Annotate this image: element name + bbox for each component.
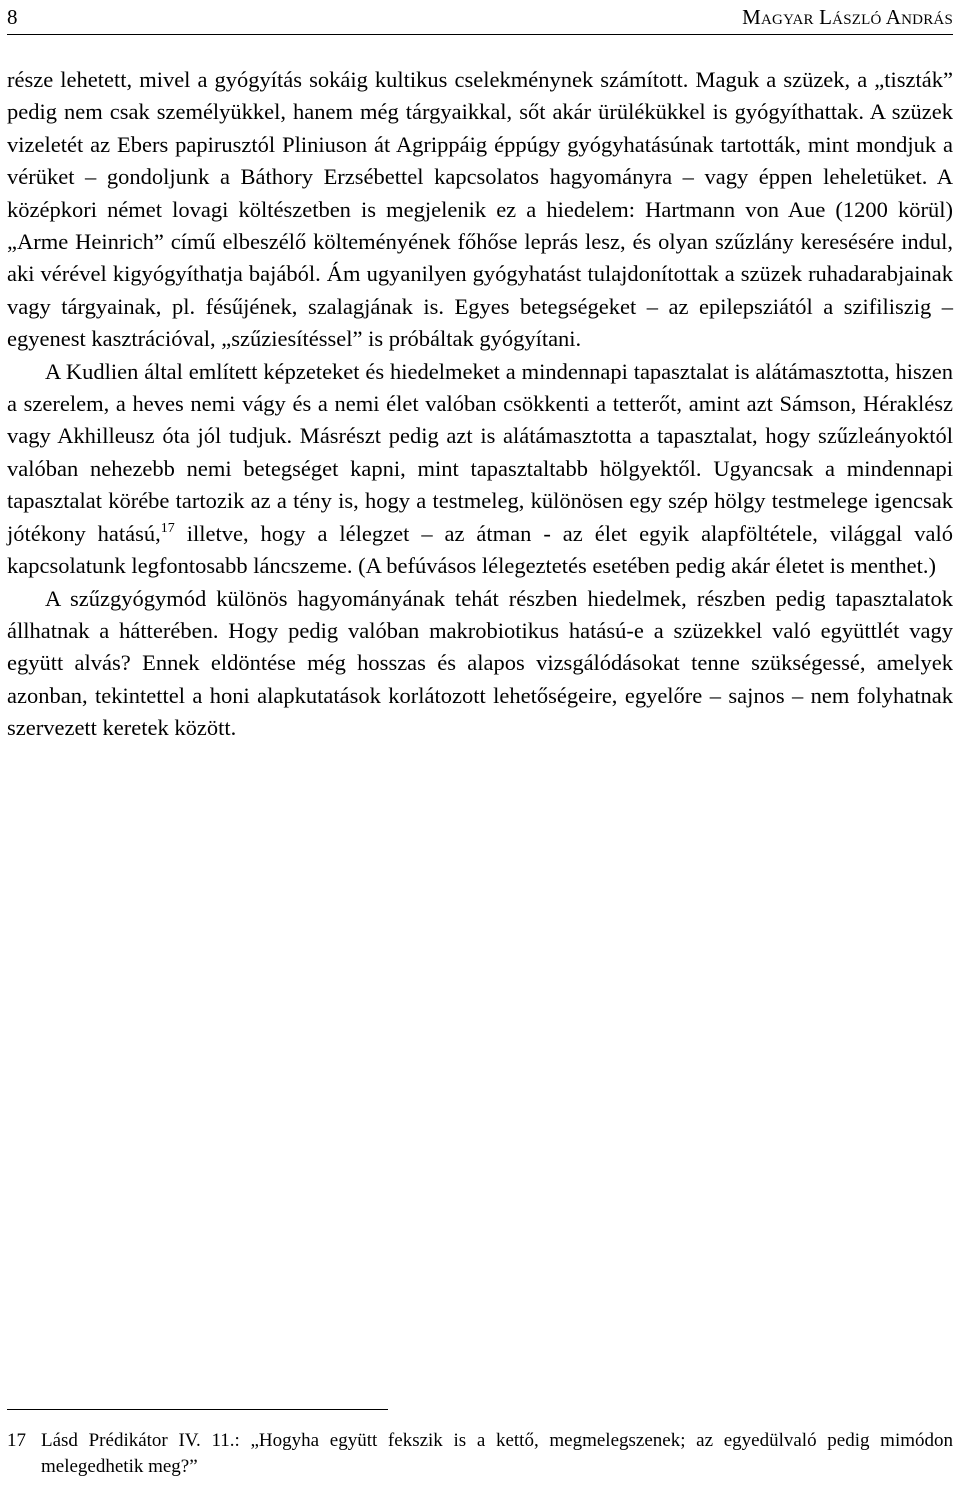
header-rule [7, 34, 953, 35]
paragraph-3-text: A szűzgyógymód különös hagyományának tehát részben hiedelmek, részben pedig tapasztalatok állhatnak a hátterében. Hogy pedig valóban makrobiotikus hatású-e a szüzekkel való együttlét vagy együtt alvás? Ennek eldöntése még hosszas és alapos vizsgálódásokat tenne szükségessé, amelyek azonban, tekintettel a honi alapkutatások korlátozott lehetőségeire, egyelőre – sajnos – nem folyhatnak szervezett keretek között. [7, 585, 953, 741]
footnote-reference[interactable]: 17 [160, 520, 175, 536]
footnote-number: 17 [7, 1430, 26, 1451]
paragraph-2-text-b: illetve, hogy a lélegzet – az átman - az élet egyik alapföltétele, világgal való kapcsolatunk legfontosabb láncszeme. (A befúvásos lélegeztetés esetében pedig akár életet is menthet.) [7, 520, 953, 579]
running-head: Magyar László András [742, 5, 953, 29]
paragraph-3 [7, 583, 953, 745]
paragraph-1-text: része lehetett, mivel a gyógyítás sokáig kultikus cselekménynek számított. Maguk a szüzek, a „tiszták” pedig nem csak személyükkel, hanem még tárgyaikkal, sőt akár ürülékükkel is gyógyíthattak. A szüzek vizeletét az Ebers papirusztól Pliniuson át Agrippáig éppúgy gyógyhatásúnak tartották, mint mondjuk a vérüket – gondoljunk a Báthory Erzsébettel kapcsolatos hagyományra – vagy éppen leheletüket. A középkori német lovagi költészetben is megjelenik ez a hiedelem: Hartmann von Aue (1200 körül) „Arme Heinrich” című elbeszélő költeményének főhőse leprás lesz, és olyan szűzlány keresésére indul, aki vérével kigyógyíthatja bajából. Ám ugyanilyen gyógyhatást tulajdonítottak a szüzek ruhadarabjainak vagy tárgyainak, pl. fésűjének, szalagjának is. Egyes betegségeket – az epilepsziától a szifiliszig – egyenest kasztrációval, „szűziesítéssel” is próbáltak gyógyítani. [7, 67, 953, 352]
paragraph-1 [7, 64, 953, 356]
page-header [7, 2, 953, 32]
page-number: 8 [7, 5, 18, 29]
footnote-rule [7, 1409, 388, 1410]
paragraph-2 [7, 356, 953, 583]
paragraph-2-text-a: A Kudlien által említett képzeteket és hiedelmeket a mindennapi tapasztalat is alátámasztotta, hiszen a szerelem, a heves nemi vágy és a nemi élet valóban csökkenti a tetterőt, amint azt Sámson, Héraklész vagy Akhilleusz óta jól tudjuk. Másrészt pedig azt is alátámasztotta a tapasztalat, hogy szűzleányoktól valóban nehezebb nemi betegséget kapni, mint tapasztaltabb hölgyektől. Ugyancsak a mindennapi tapasztalat körébe tartozik az a tény is, hogy a testmeleg, különösen egy szép hölgy testmelege igencsak jótékony hatású, [7, 358, 953, 546]
body-text [7, 64, 953, 745]
footnote-text: Lásd Prédikátor IV. 11.: „Hogyha együtt fekszik is a kettő, megmelegszenek; az egyedülvaló pedig mimódon melegedhetik meg?” [41, 1430, 953, 1477]
footnote [7, 1428, 953, 1480]
